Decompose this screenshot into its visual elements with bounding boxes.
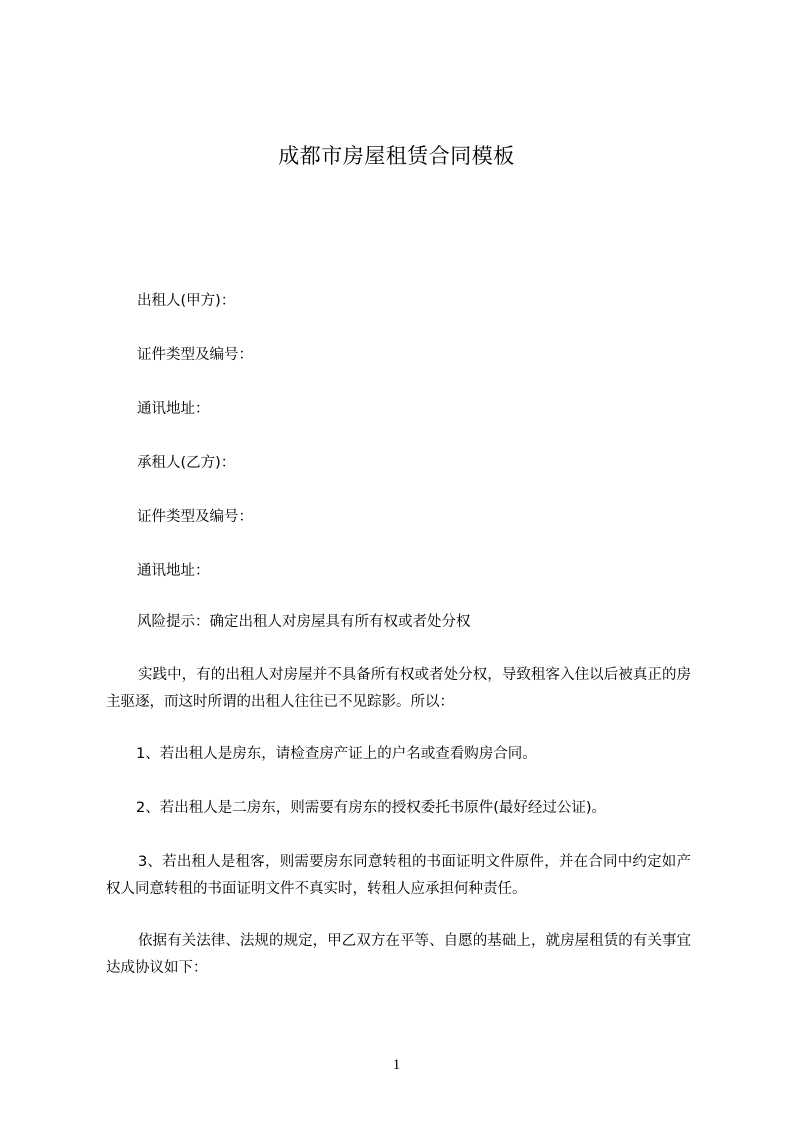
list-item-1: 1、若出租人是房东，请检查房产证上的户名或查看购房合同。 [136,746,537,762]
lessor-address-field-label: 通讯地址： [137,401,210,417]
risk-tip-heading: 风险提示：确定出租人对房屋具有所有权或者处分权 [137,614,471,630]
basis-paragraph: 依据有关法律、法规的规定，甲乙双方在平等、自愿的基础上，就房屋租赁的有关事宜达成协议如下： [106,933,691,976]
list-item-2: 2、若出租人是二房东，则需要有房东的授权委托书原件(最好经过公证)。 [136,800,607,816]
practice-paragraph: 实践中，有的出租人对房屋并不具备所有权或者处分权，导致租客入住以后被真正的房主驱逐，而这时所谓的出租人往往已不见踪影。所以： [106,667,691,710]
lessee-address-field-label: 通讯地址： [137,563,210,579]
document-title: 成都市房屋租赁合同模板 [278,144,515,168]
lessee-id-field-label: 证件类型及编号： [137,509,253,525]
lessee-field-label: 承租人(乙方)： [137,455,236,471]
page-number: 1 [392,1057,401,1073]
lessor-id-field-label: 证件类型及编号： [137,347,253,363]
lessor-field-label: 出租人(甲方)： [137,293,236,309]
list-item-3: 3、若出租人是租客，则需要房东同意转租的书面证明文件原件，并在合同中约定如产权人同意转租的书面证明文件不真实时，转租人应承担何种责任。 [106,854,691,897]
